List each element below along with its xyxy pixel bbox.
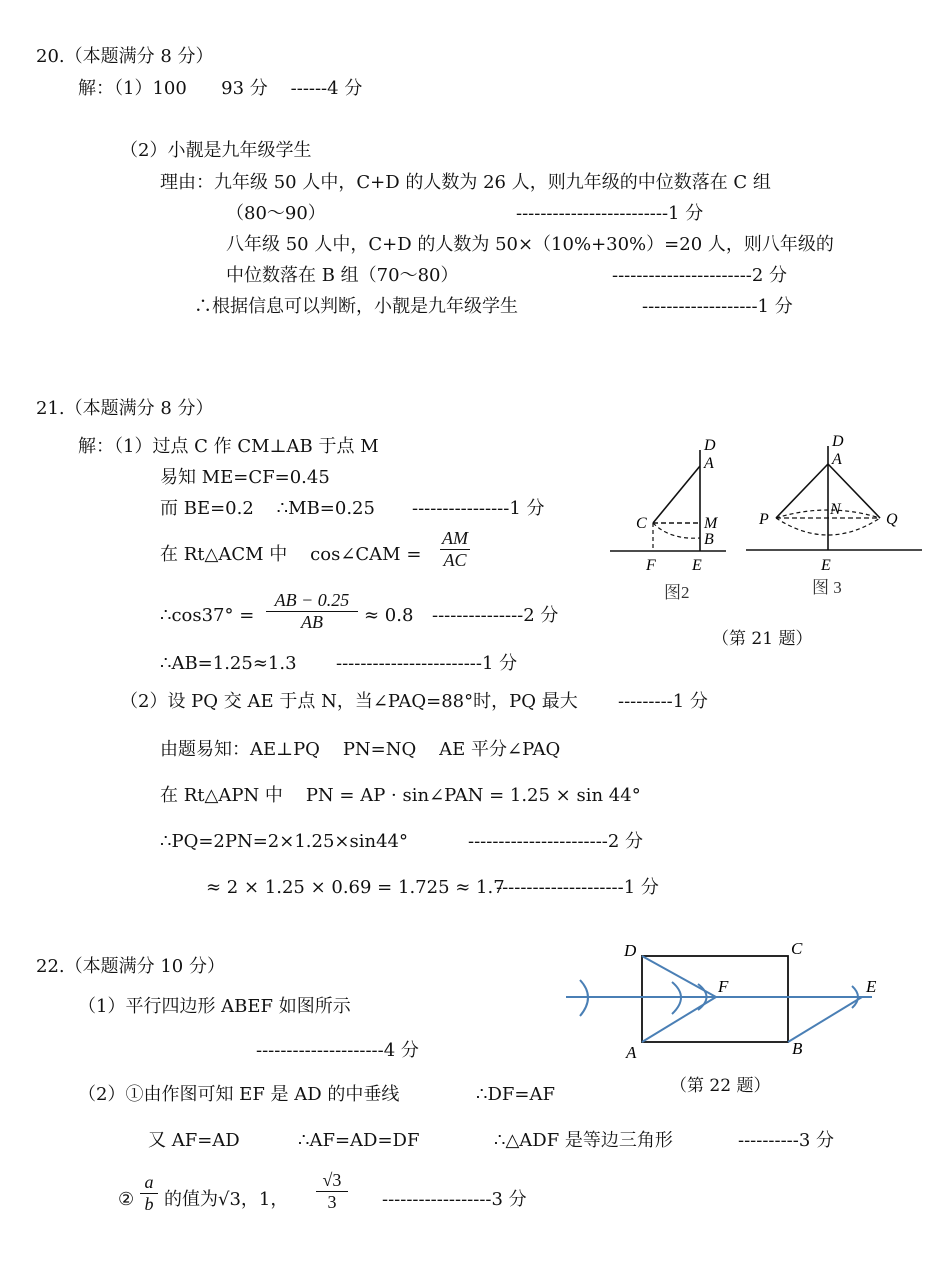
- q20-part2: （2）小靓是九年级学生: [120, 140, 312, 161]
- q22-frac-denominator: b: [144, 1194, 154, 1214]
- fig2-label-b: B: [704, 531, 714, 548]
- fig2-arm: [653, 466, 700, 523]
- q22-score-4: ------------------3 分: [382, 1189, 527, 1210]
- q22-line-1: （1）平行四边形 ABEF 如图所示: [78, 996, 351, 1017]
- fig3-label-e: E: [821, 557, 831, 574]
- q22-line-4a: ②: [118, 1189, 135, 1210]
- fig2-label-d: D: [704, 437, 716, 454]
- fig3-caption: 图 3: [812, 578, 842, 597]
- q20-score-2: -----------------------2 分: [612, 265, 788, 286]
- q21-fraction-ab: [266, 590, 358, 633]
- q22-line-3a: 又 AF=AD: [148, 1130, 240, 1151]
- q21-line-5: ∴cos37° =: [160, 605, 255, 626]
- fig2-caption: 图2: [664, 583, 690, 602]
- fig3-label-d: D: [832, 433, 844, 450]
- q21-line-9: 在 Rt△APN 中 PN = AP · sin∠PAN = 1.25 × sin 44°: [160, 785, 641, 806]
- q21-line-1: 解：（1）过点 C 作 CM⊥AB 于点 M: [78, 436, 379, 457]
- q21-frac5-numerator: AB − 0.25: [266, 590, 358, 612]
- q22-frac2-denominator: 3: [327, 1192, 337, 1212]
- fig2-label-e: E: [692, 557, 702, 574]
- q22-header: 22.（本题满分 10 分）: [36, 956, 225, 977]
- q21-line-2: 易知 ME=CF=0.45: [160, 467, 330, 488]
- q22-label-e: E: [866, 977, 877, 996]
- fig2-label-a: A: [704, 455, 714, 472]
- q22-line-4b: 的值为√3，1，: [164, 1189, 289, 1210]
- q21-figure: [600, 428, 930, 608]
- q20-score-1: -------------------------1 分: [516, 203, 704, 224]
- q22-line-3c: ∴△ADF 是等边三角形: [494, 1130, 673, 1151]
- q21-frac-numerator: AM: [442, 528, 468, 548]
- q22-frac-numerator: a: [140, 1172, 158, 1194]
- q21-score-7: ---------1 分: [618, 691, 708, 712]
- fig3-label-p: P: [759, 511, 769, 528]
- q22-frac2-numerator: √3: [316, 1170, 348, 1192]
- q22-caption: （第 22 题）: [670, 1076, 771, 1096]
- q22-figure: [560, 934, 890, 1064]
- q20-part1: 解：（1）100 93 分 ------4 分: [78, 78, 363, 99]
- q22-label-a: A: [626, 1043, 637, 1062]
- q21-score-11: ---------------------1 分: [496, 877, 659, 898]
- q21-line-6: ∴AB=1.25≈1.3: [160, 653, 297, 674]
- q20-conclusion: ∴根据信息可以判断，小靓是九年级学生: [194, 296, 518, 317]
- q21-line-4: 在 Rt△ACM 中 cos∠CAM =: [160, 544, 422, 565]
- q21-line-3: 而 BE=0.2 ∴MB=0.25: [160, 498, 375, 519]
- q21-score-10: -----------------------2 分: [468, 831, 644, 852]
- q21-line-8: 由题易知：AE⊥PQ PN=NQ AE 平分∠PAQ: [160, 739, 561, 760]
- q22-fraction-root3: [316, 1170, 348, 1213]
- q21-frac-denominator: AC: [443, 550, 467, 570]
- q20-header: 20.（本题满分 8 分）: [36, 46, 214, 67]
- q21-part2: （2）设 PQ 交 AE 于点 N，当∠PAQ=88°时，PQ 最大: [120, 691, 578, 712]
- q20-reason-1b: （80～90）: [226, 203, 326, 224]
- q22-score-1: ---------------------4 分: [256, 1040, 419, 1061]
- fig3-label-n: N: [830, 501, 841, 518]
- q22-fraction-ab: [140, 1172, 158, 1215]
- q22-line-2: （2）①由作图可知 EF 是 AD 的中垂线: [78, 1084, 400, 1105]
- q22-label-b: B: [792, 1039, 803, 1058]
- fig3-label-a: A: [832, 451, 842, 468]
- q22-line-3b: ∴AF=AD=DF: [298, 1130, 420, 1151]
- q22-score-3: ----------3 分: [738, 1130, 834, 1151]
- q22-line-2b: ∴DF=AF: [476, 1084, 555, 1105]
- q21-header: 21.（本题满分 8 分）: [36, 398, 214, 419]
- q21-caption: （第 21 题）: [712, 629, 813, 649]
- q21-line-11: ≈ 2 × 1.25 × 0.69 = 1.725 ≈ 1.7: [206, 877, 505, 898]
- q22-line-be: [788, 997, 862, 1042]
- q22-label-f: F: [718, 977, 729, 996]
- fig3-label-q: Q: [886, 511, 898, 528]
- q21-line-5b: ≈ 0.8: [364, 605, 414, 626]
- q21-line-10: ∴PQ=2PN=2×1.25×sin44°: [160, 831, 408, 852]
- q20-score-3: -------------------1 分: [642, 296, 793, 317]
- fig2-label-f: F: [646, 557, 656, 574]
- q22-label-d: D: [624, 941, 637, 960]
- q20-reason-1: 理由：九年级 50 人中，C+D 的人数为 26 人，则九年级的中位数落在 C 组: [160, 172, 771, 193]
- q21-score-6: ------------------------1 分: [336, 653, 518, 674]
- q20-reason-2: 八年级 50 人中，C+D 的人数为 50×（10%+30%）=20 人，则八年级的: [226, 234, 834, 255]
- q21-fraction-cos: [440, 528, 470, 571]
- q22-label-c: C: [791, 939, 803, 958]
- fig2-label-m: M: [704, 515, 718, 532]
- fig2-arc: [653, 523, 700, 538]
- q21-score-3: ----------------1 分: [412, 498, 545, 519]
- q21-score-5: ---------------2 分: [432, 605, 559, 626]
- fig2-label-c: C: [636, 515, 647, 532]
- q20-reason-2b: 中位数落在 B 组（70～80）: [226, 265, 459, 286]
- q21-frac5-denominator: AB: [301, 612, 323, 632]
